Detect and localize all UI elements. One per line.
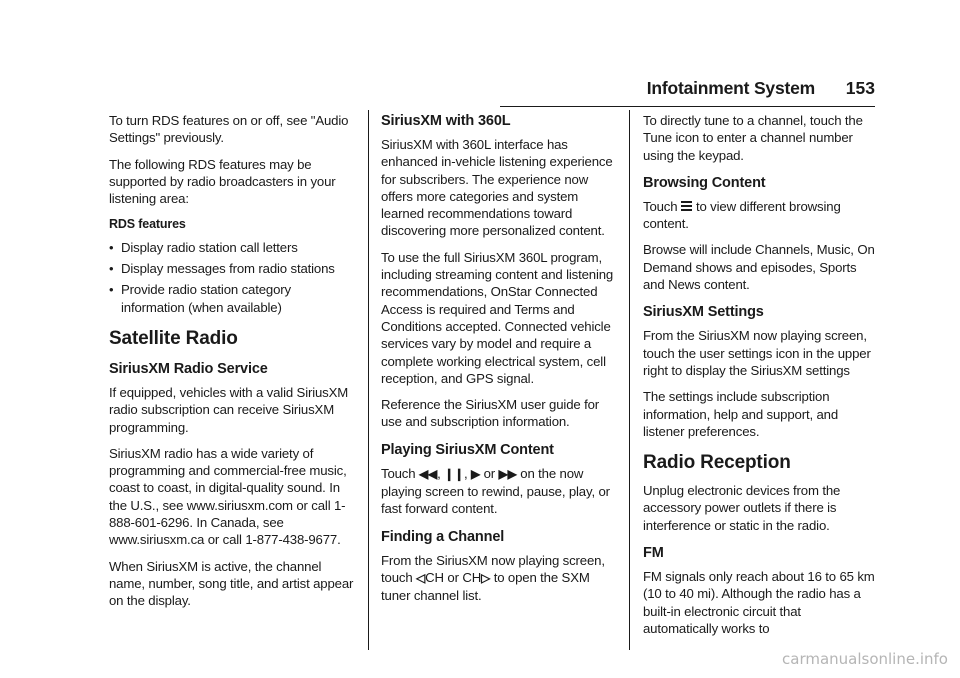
comma-separator: , — [463, 465, 468, 481]
rds-supported-paragraph: The following RDS features may be supported by radio broadcasters in your listening area: — [109, 156, 336, 207]
column-3 — [643, 112, 878, 646]
siriusxm-service-heading: SiriusXM Radio Service — [109, 360, 268, 377]
rds-features-list — [109, 239, 354, 316]
column-1 — [109, 112, 354, 619]
pause-icon: ❙❙ — [444, 466, 464, 481]
header-title: Infotainment System — [646, 78, 815, 98]
column-2 — [381, 112, 616, 614]
playing-touch-text: Touch — [381, 465, 416, 481]
fm-heading: FM — [643, 545, 664, 562]
rds-intro-paragraph: To turn RDS features on or off, see "Audio Settings" previously. — [109, 113, 349, 146]
or-text: or — [483, 465, 496, 481]
360l-paragraph-1: SiriusXM with 360L interface has enhanced in-vehicle listening experience for subscribers. The experience now offers more categories and system learned recommendations toward discovering more personalized content. — [381, 137, 613, 239]
satellite-radio-heading: Satellite Radio — [109, 327, 238, 349]
channel-left-icon: ◁ — [416, 570, 426, 585]
playing-content-heading: Playing SiriusXM Content — [381, 441, 554, 458]
channel-right-icon: ▷ — [481, 570, 491, 585]
rewind-icon: ◀◀ — [418, 466, 438, 481]
settings-paragraph-2: The settings include subscription information, help and support, and listener preferences. — [643, 389, 839, 439]
play-icon: ▶ — [471, 466, 481, 481]
watermark: carmanualsonline.info — [782, 650, 948, 668]
fm-paragraph: FM signals only reach about 16 to 65 km (10 to 40 mi). Although the radio has a built-in electronic circuit that automatically works to — [643, 569, 875, 636]
direct-tune-paragraph: To directly tune to a channel, touch the Tune icon to enter a channel number using the keypad. — [643, 113, 863, 163]
reception-paragraph: Unplug electronic devices from the accessory power outlets if there is interference or static in the radio. — [643, 483, 841, 533]
finding-text-b: CH or CH — [425, 569, 482, 585]
list-item: • Provide radio station category information (when available) — [109, 281, 354, 316]
page-number: 153 — [845, 78, 875, 98]
finding-text-a: From the SiriusXM now playing screen, touch — [381, 552, 605, 585]
service-paragraph-3: When SiriusXM is active, the channel name, number, song title, and artist appear on the display. — [109, 558, 354, 609]
column-divider-1 — [368, 110, 369, 650]
settings-paragraph-1: From the SiriusXM now playing screen, touch the user settings icon in the upper right to display the SiriusXM settings — [643, 328, 871, 378]
finding-channel-heading: Finding a Channel — [381, 528, 505, 545]
browsing-paragraph — [643, 198, 878, 233]
360l-paragraph-3: Reference the SiriusXM user guide for use and subscription information. — [381, 397, 600, 430]
comma-separator: , — [437, 465, 441, 481]
service-paragraph-2: SiriusXM radio has a wide variety of programming and commercial-free music, coast to coast, in digital-quality sound. In the U.S., see www.siriusxm.com or call 1-888-601-6296. In Canada, see www.siriusxm.ca or call 1-877-438-9677. — [109, 445, 347, 548]
360l-paragraph-2: To use the full SiriusXM 360L program, including streaming content and listening recommendations, OnStar Connected Access is required and Terms and Conditions accepted. Connected vehicle services vary by model and require a complete working electrical system, cell reception, and GPS signal. — [381, 249, 614, 386]
list-item: • Display radio station call letters — [109, 239, 354, 256]
siriusxm-360l-heading: SiriusXM with 360L — [381, 113, 511, 129]
browse-include-paragraph: Browse will include Channels, Music, On Demand shows and episodes, Sports and News content. — [643, 242, 875, 293]
page-header — [500, 78, 875, 106]
browsing-content-heading: Browsing Content — [643, 174, 766, 191]
rds-features-label: RDS features — [109, 217, 186, 232]
service-paragraph-1: If equipped, vehicles with a valid SiriusXM radio subscription can receive SiriusXM programming. — [109, 384, 349, 435]
playing-rest-text: on the now playing screen to rewind, pause, play, or fast forward content. — [381, 465, 610, 517]
browse-rest-text: to view different browsing content. — [643, 198, 841, 232]
column-divider-2 — [629, 110, 630, 650]
browse-list-icon — [681, 200, 692, 212]
finding-text-c: to open the SXM tuner channel list. — [381, 569, 590, 604]
playing-content-paragraph — [381, 465, 616, 518]
siriusxm-settings-heading: SiriusXM Settings — [643, 304, 764, 321]
header-rule — [500, 106, 875, 107]
fast-forward-icon: ▶▶ — [498, 466, 517, 481]
radio-reception-heading: Radio Reception — [643, 452, 791, 474]
browse-touch-text: Touch — [643, 198, 678, 214]
finding-channel-paragraph — [381, 552, 616, 605]
list-item: • Display messages from radio stations — [109, 260, 354, 277]
